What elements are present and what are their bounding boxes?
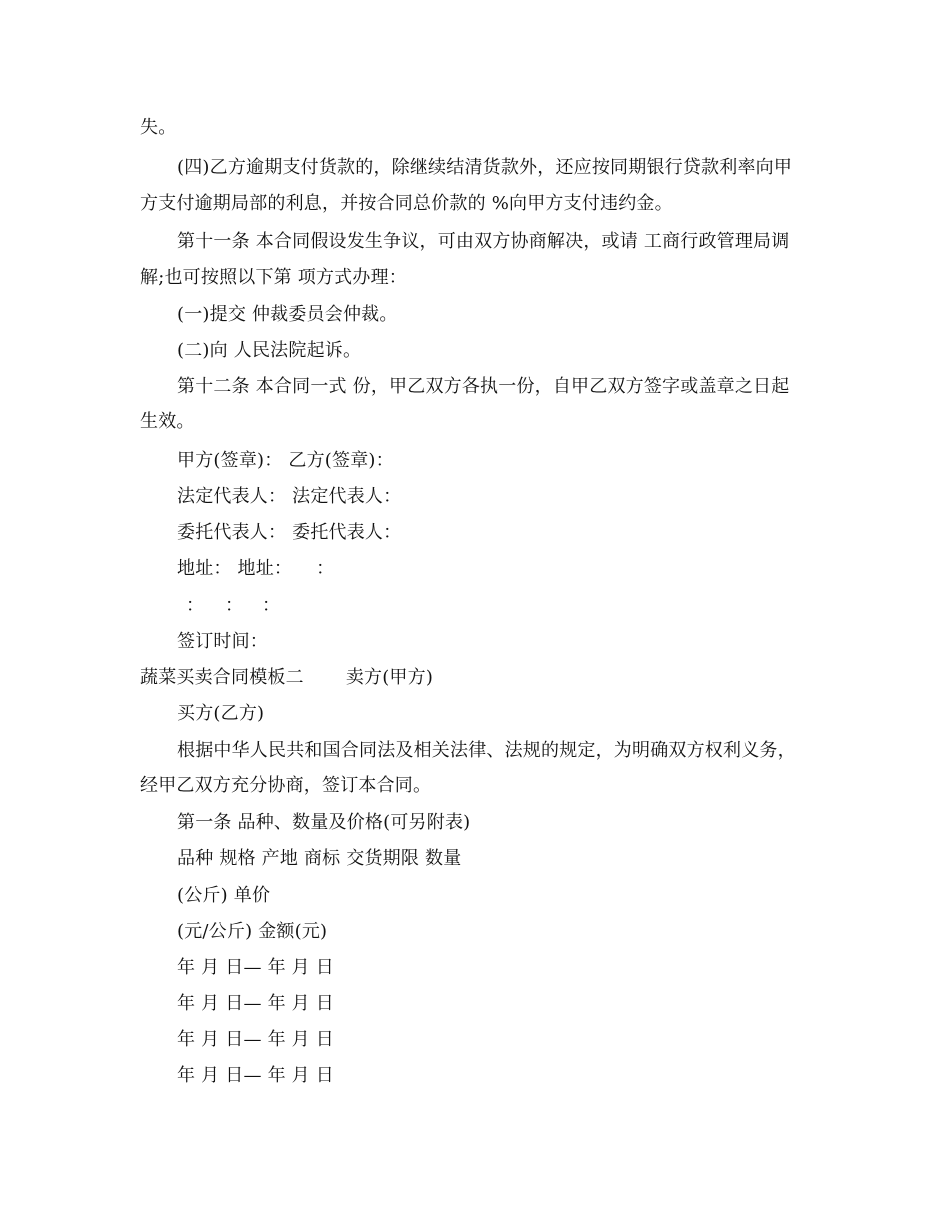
text-line: 甲方(签章)： 乙方(签章)： [177,450,394,471]
text-line: 第一条 品种、数量及价格(可另附表) [177,812,471,833]
section-title-line [140,667,433,689]
text-line: 第十二条 本合同一式 份，甲乙双方各执一份，自甲乙双方签字或盖章之日起 [177,376,790,397]
text-line: (公斤) 单价 [177,885,271,906]
text-line: 经甲乙双方充分协商，签订本合同。 [140,775,432,796]
address-line [177,558,334,580]
text-line: 签订时间： [177,631,268,652]
text-line: 法定代表人： 法定代表人： [177,486,402,507]
colon-mark: ： [316,558,335,579]
section-title: 蔬菜买卖合同模板二 [140,667,304,688]
text-line: (元/公斤) 金额(元) [177,921,328,942]
text-line: 失。 [140,117,177,138]
text-line: (四)乙方逾期支付货款的，除继续结清货款外，还应按同期银行贷款利率向甲 [177,157,793,178]
seller-label: 卖方(甲方) [345,667,434,688]
text-line: 买方(乙方) [177,703,265,724]
text-line: (二)向 人民法院起诉。 [177,340,362,361]
text-line: 生效。 [140,411,195,432]
date-range-line: 年 月 日— 年 月 日 [177,1029,335,1050]
text-line: 解;也可按照以下第 项方式办理： [140,267,407,288]
text-line: 第十一条 本合同假设发生争议，可由双方协商解决，或请 工商行政管理局调 [177,231,790,252]
text-line: 品种 规格 产地 商标 交货期限 数量 [177,848,462,869]
date-range-line: 年 月 日— 年 月 日 [177,1065,335,1086]
text-line: (一)提交 仲裁委员会仲裁。 [177,304,398,325]
date-range-line: 年 月 日— 年 月 日 [177,957,335,978]
address-labels: 地址： 地址： [177,558,293,579]
text-line: 根据中华人民共和国合同法及相关法律、法规的规定，为明确双方权利义务， [177,740,796,761]
colon-mark: ： [186,595,205,616]
date-range-line: 年 月 日— 年 月 日 [177,993,335,1014]
colon-mark: ： [262,595,281,616]
colon-mark: ： [225,595,244,616]
text-line: 方支付逾期局部的利息，并按合同总价款的 %向甲方支付违约金。 [140,193,673,214]
text-line: 委托代表人： 委托代表人： [177,522,402,543]
